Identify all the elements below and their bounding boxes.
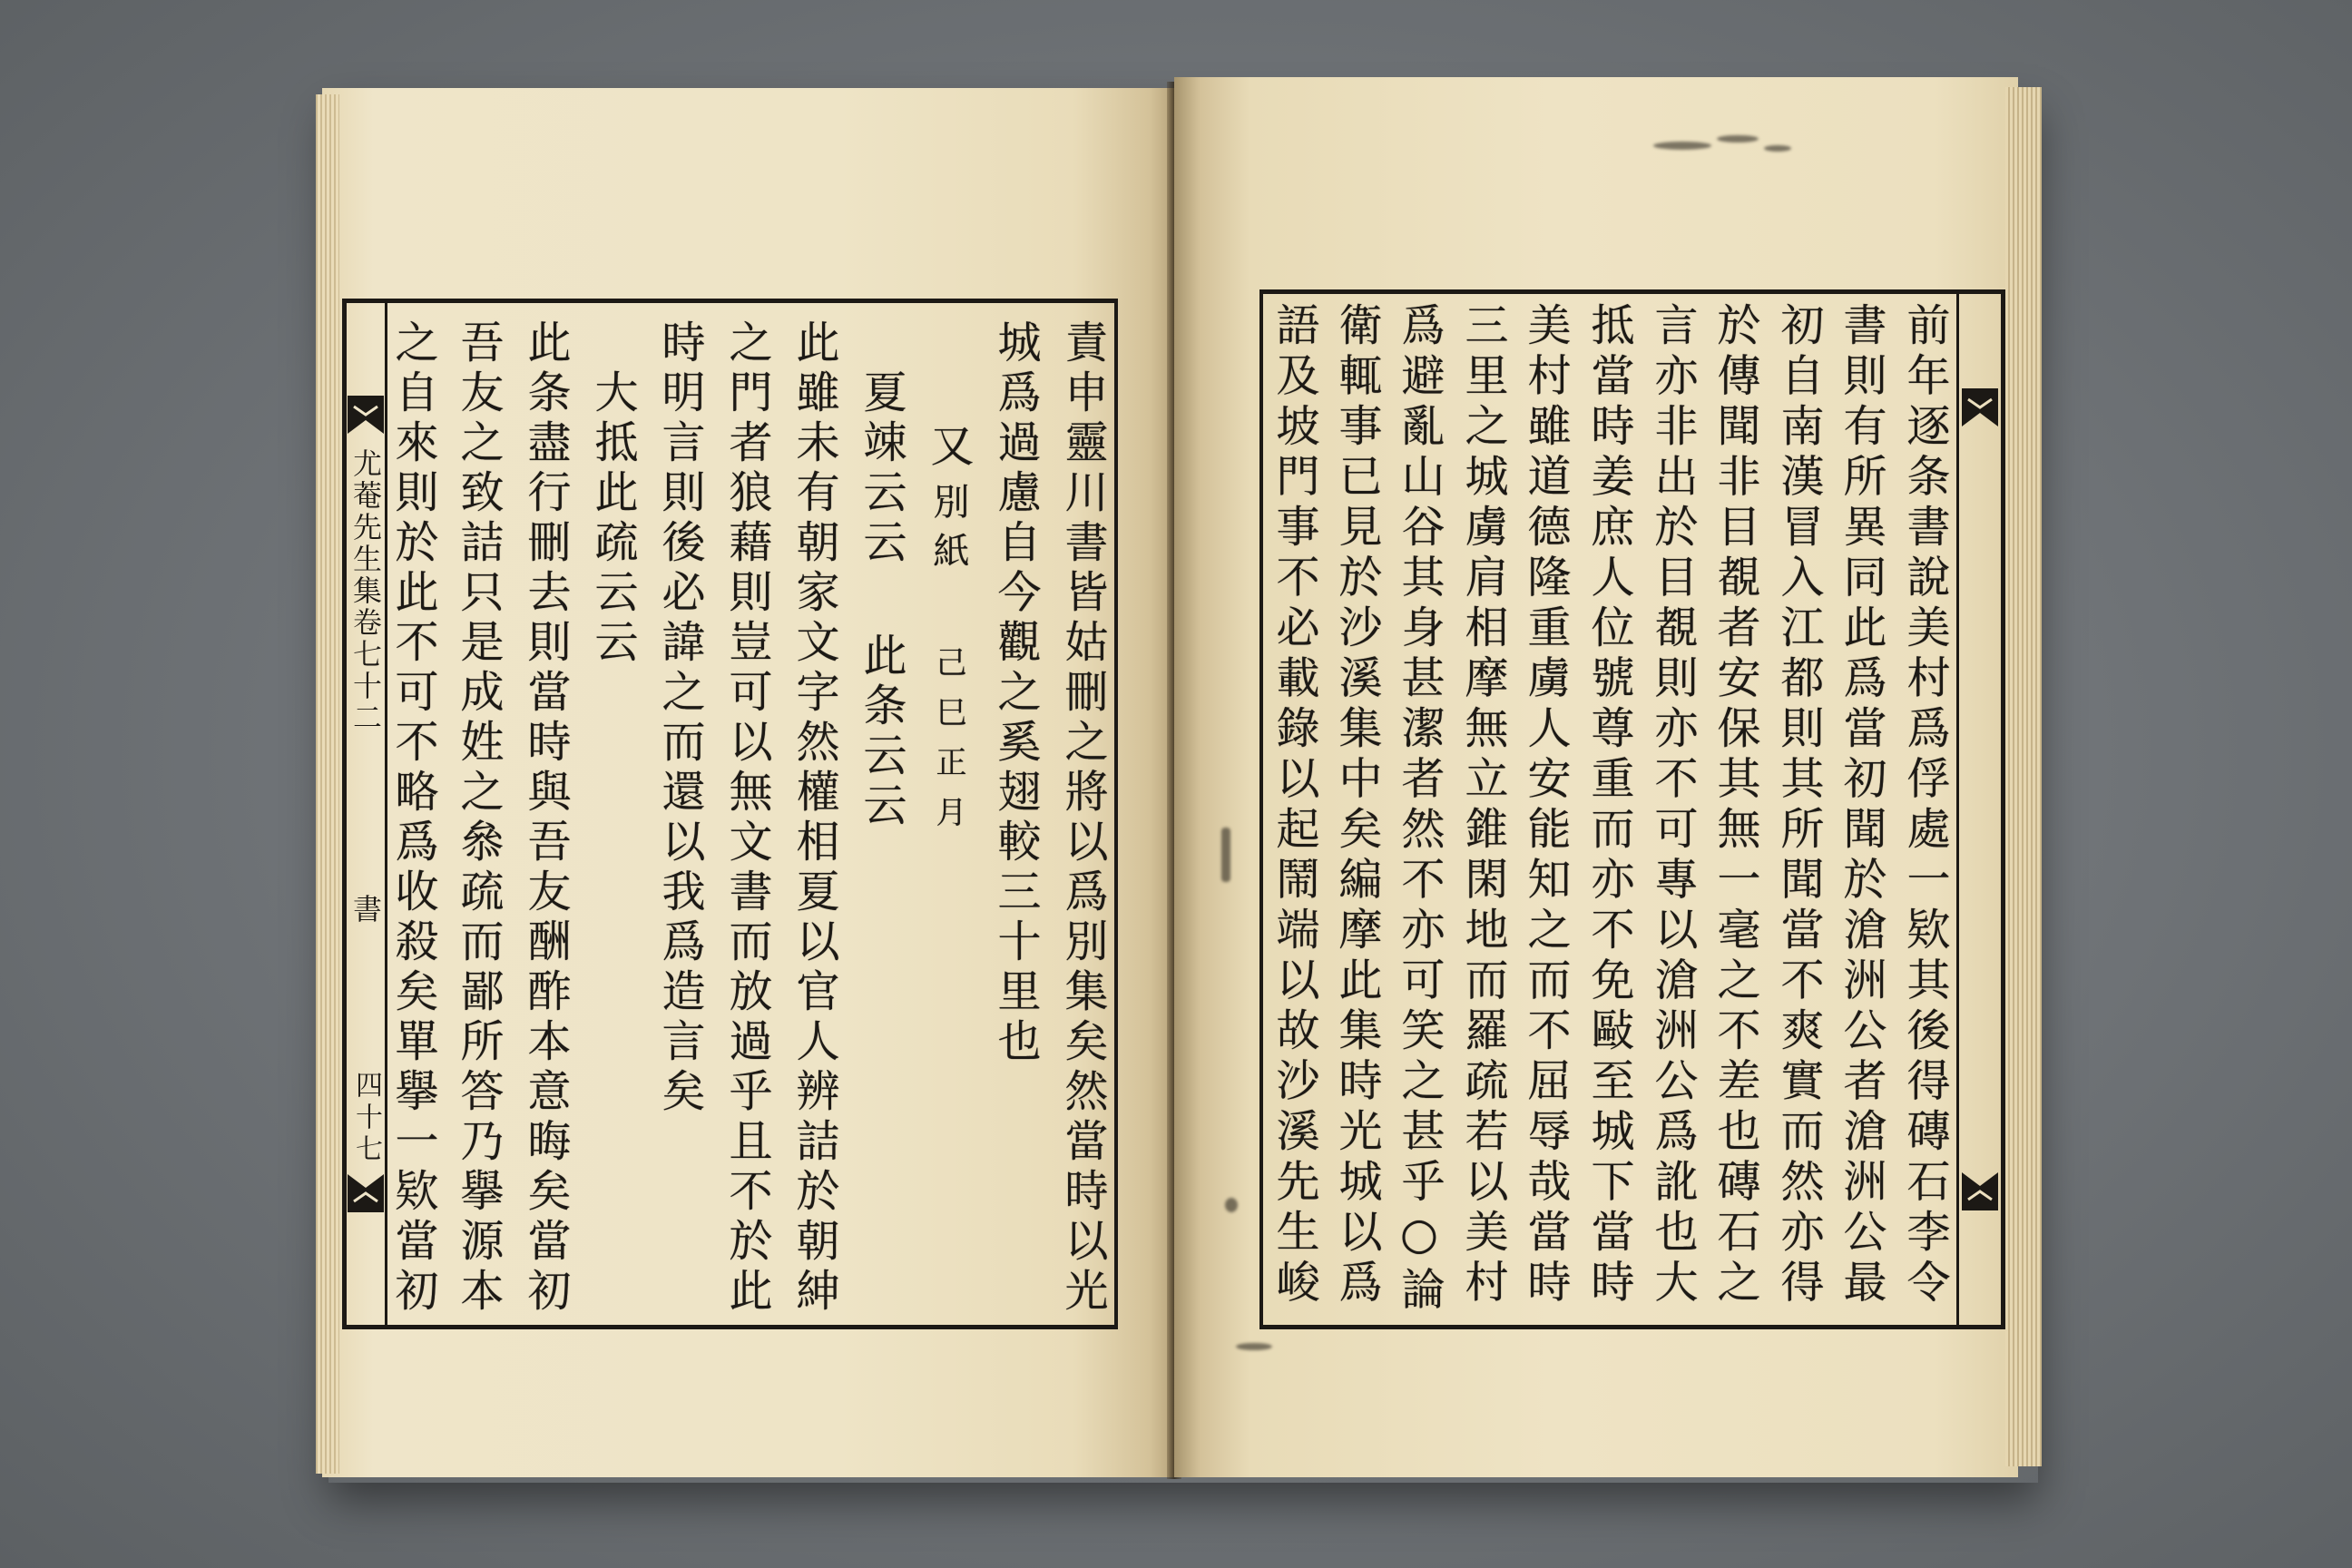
lower-fish-tail-icon	[348, 1174, 384, 1212]
right-page-column-9: 爲避亂山谷其身甚潔者然不亦可笑之甚乎○論	[1394, 302, 1445, 1317]
left-page-column-6: 之門者狼藉則豈可以無文書而放過乎且不於此	[721, 319, 772, 1318]
running-title: 尤菴先生集卷七十二	[348, 448, 383, 734]
right-page-column-3: 初自南漢冒入江都則其所聞當不爽實而然亦得	[1773, 302, 1824, 1309]
right-frame-inner-rule	[1259, 289, 1263, 1329]
section-label: 書	[348, 894, 383, 923]
right-page-column-2: 書則有所異同此爲當初聞於滄洲公者滄洲公最	[1836, 302, 1886, 1309]
left-frame-top-rule	[342, 299, 1118, 303]
right-page-column-6: 抵當時姜庶人位號尊重而亦不免敺至城下當時	[1583, 302, 1634, 1309]
right-frame-bottom-rule	[1259, 1325, 2005, 1329]
letter-subtitle: 別紙	[927, 483, 969, 581]
ink-smudge	[1225, 1198, 1238, 1212]
letter-date: 己巳正月	[930, 646, 966, 846]
folio-number: 四十七	[350, 1071, 382, 1166]
right-frame-outer-rule	[2001, 289, 2005, 1329]
lower-fish-tail-icon	[1962, 1172, 1998, 1210]
right-frame-top-rule	[1259, 289, 2005, 294]
left-page-column-1: 責申靈川書皆姑刪之將以爲別集矣然當時以光	[1057, 319, 1108, 1318]
letter-heading: 又	[923, 423, 974, 473]
left-frame-inner-rule	[1114, 299, 1118, 1329]
right-page-column-10: 衛輒事已見於沙溪集中矣編摩此集時光城以爲	[1331, 302, 1382, 1309]
ink-smudge	[1653, 142, 1711, 150]
left-page-column-8: 大抵此疏云云	[587, 369, 638, 669]
ink-smudge	[1236, 1343, 1272, 1350]
right-page-column-1: 前年逐条書說美村爲俘處一欵其後得磚石李令	[1899, 302, 1950, 1309]
quoted-passage-label-2: 此条云云	[856, 632, 906, 832]
left-page-column-7: 時明言則後必諱之而還以我爲造言矣	[654, 319, 705, 1118]
right-page-column-8: 三里之城虜肩相摩無立錐閑地而羅疏若以美村	[1457, 302, 1508, 1309]
left-frame-outer-rule	[342, 299, 347, 1329]
right-page-column-11: 語及坡門事不必載錄以起鬧端以故沙溪先生峻	[1269, 302, 1319, 1309]
left-page-column-5: 此雖未有朝家文字然權相夏以官人辨詰於朝紳	[789, 319, 839, 1318]
left-page-column-10: 吾友之致詰只是成姓之叅疏而鄙所答乃擧源本	[453, 319, 504, 1318]
left-page-column-11: 之自來則於此不可不略爲收殺矣單擧一欵當初	[387, 319, 438, 1318]
left-page-column-2: 城爲過慮自今觀之奚翅較三十里也	[990, 319, 1041, 1068]
right-page-edge-stack	[2005, 87, 2042, 1466]
left-frame-bottom-rule	[342, 1325, 1118, 1329]
left-page-edge-stack	[316, 94, 339, 1474]
right-page-column-4: 於傳聞非目覩者安保其無一毫之不差也磚石之	[1710, 302, 1760, 1309]
ink-smudge	[1221, 828, 1230, 882]
quoted-passage-label: 夏竦云云	[856, 369, 906, 569]
right-page-column-7: 美村雖道德隆重虜人安能知之而不屈辱哉當時	[1520, 302, 1571, 1309]
ink-smudge	[1717, 135, 1759, 142]
upper-fish-tail-icon	[348, 396, 384, 434]
upper-fish-tail-icon	[1962, 388, 1998, 426]
right-page-column-5: 言亦非出於目覩則亦不可專以滄洲公爲訛也大	[1647, 302, 1698, 1309]
right-center-column-rule	[1956, 289, 1959, 1329]
ink-smudge	[1764, 145, 1791, 152]
left-page-column-9: 此条盡行刪去則當時與吾友酬酢本意晦矣當初	[520, 319, 571, 1318]
